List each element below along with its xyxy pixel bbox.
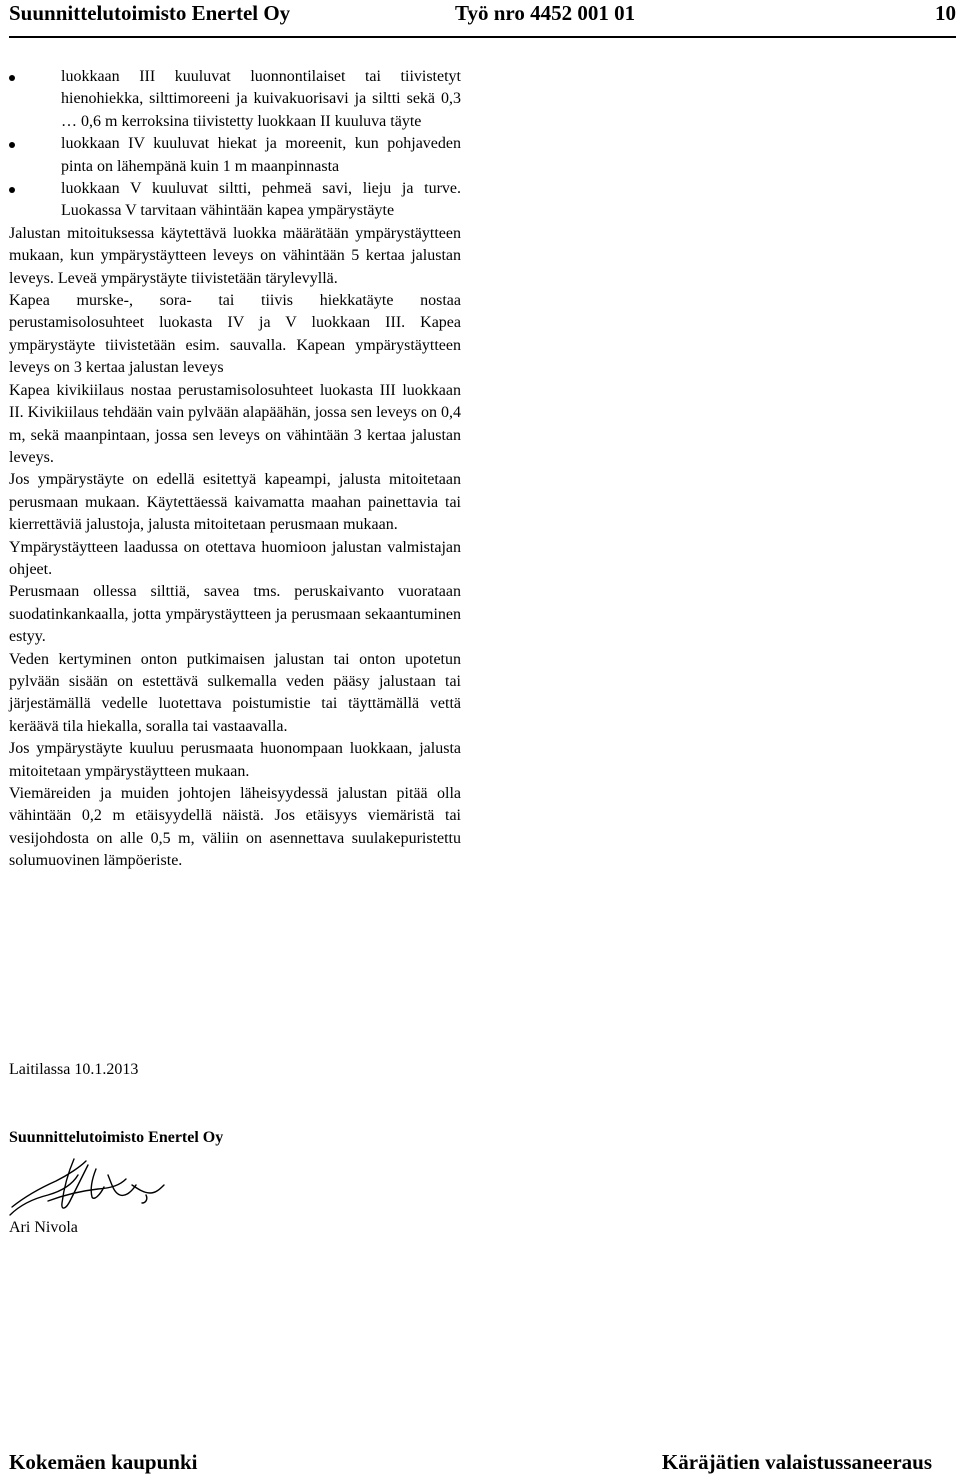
list-item-text: luokkaan V kuuluvat siltti, pehmeä savi, lieju ja turve. Luokassa V tarvitaan vähintään kapea ympärystäyte [61, 180, 461, 220]
paragraph: Viemäreiden ja muiden johtojen läheisyydessä jalustan pitää olla vähintään 0,2 m etäisyydellä näistä. Jos etäisyys viemäristä tai vesijohdosta on alle 0,5 m, väliin on asennettava suulakepuristettu solumuovinen lämpöeriste. [9, 785, 461, 870]
bullet-icon [9, 187, 15, 193]
header-page-number: 10 [935, 1, 956, 25]
paragraph: Kapea murske-, sora- tai tiivis hiekkatäyte nostaa perustamisolosuhteet luokasta IV ja V luokkaan III. Kapea ympärystäyte tiivistetään esim. sauvalla. Kapean ympärystäytteen leveys on 3 kertaa jalustan leveys [9, 292, 461, 377]
soil-class-list [9, 66, 461, 223]
page-header [9, 0, 956, 38]
footer-client: Kokemäen kaupunki [9, 1450, 198, 1474]
paragraph: Perusmaan ollessa silttiä, savea tms. peruskaivanto vuorataan suodatinkankaalla, jotta ympärystäytteen ja perusmaan sekaantuminen estyy. [9, 583, 461, 646]
header-company: Suunnittelutoimisto Enertel Oy [9, 1, 291, 25]
footer-project: Käräjätien valaistussaneeraus [661, 1450, 932, 1474]
handwritten-signature [8, 1155, 168, 1225]
paragraph: Veden kertyminen onton putkimaisen jalustan tai onton upotetun pylvään sisään on estettävä sulkemalla veden pääsy jalustaan tai järjestämällä vedelle luotettava poistumistie tai täyttämällä vettä keräävä tila hiekalla, soralla tai vastaavalla. [9, 650, 461, 735]
header-job-number: Työ nro 4452 001 01 [455, 1, 636, 25]
bullet-icon [9, 75, 15, 81]
list-item [9, 133, 461, 178]
body-text [9, 66, 461, 873]
list-item-text: luokkaan IV kuuluvat hiekat ja moreenit, kun pohjaveden pinta on lähempänä kuin 1 m maanpinnasta [61, 135, 461, 175]
paragraph: Kapea kivikiilaus nostaa perustamisolosuhteet luokasta III luokkaan II. Kivikiilaus tehdään vain pylvään alapäähän, jossa sen leveys on 0,4 m, sekä maanpintaan, jossa sen leveys on vähintään 3 kertaa jalustan leveys. [9, 381, 461, 466]
place-and-date: Laitilassa 10.1.2013 [9, 1061, 139, 1078]
bullet-icon [9, 142, 15, 148]
paragraph: Ympärystäytteen laadussa on otettava huomioon jalustan valmistajan ohjeet. [9, 538, 461, 578]
list-item [9, 66, 461, 133]
paragraph: Jalustan mitoituksessa käytettävä luokka määrätään ympärystäytteen mukaan, kun ympärystäytteen leveys on vähintään 5 kertaa jalustan leveys. Leveä ympärystäyte tiivistetään tärylevyllä. [9, 224, 461, 287]
signature-company: Suunnittelutoimisto Enertel Oy [9, 1129, 224, 1146]
list-item [9, 178, 461, 223]
signer-name: Ari Nivola [9, 1219, 78, 1236]
paragraph: Jos ympärystäyte kuuluu perusmaata huonompaan luokkaan, jalusta mitoitetaan ympärystäytteen mukaan. [9, 740, 461, 780]
list-item-text: luokkaan III kuuluvat luonnontilaiset tai tiivistetyt hienohiekka, silttimoreeni ja kuivakuorisavi ja siltti sekä 0,3 … 0,6 m kerroksina tiivistetty luokkaan II kuuluva täyte [61, 68, 461, 130]
paragraph: Jos ympärystäyte on edellä esitettyä kapeampi, jalusta mitoitetaan perusmaan mukaan. Käytettäessä kaivamatta maahan painettavia tai kierrettäviä jalustoja, jalusta mitoitetaan perusmaan mukaan. [9, 471, 461, 534]
